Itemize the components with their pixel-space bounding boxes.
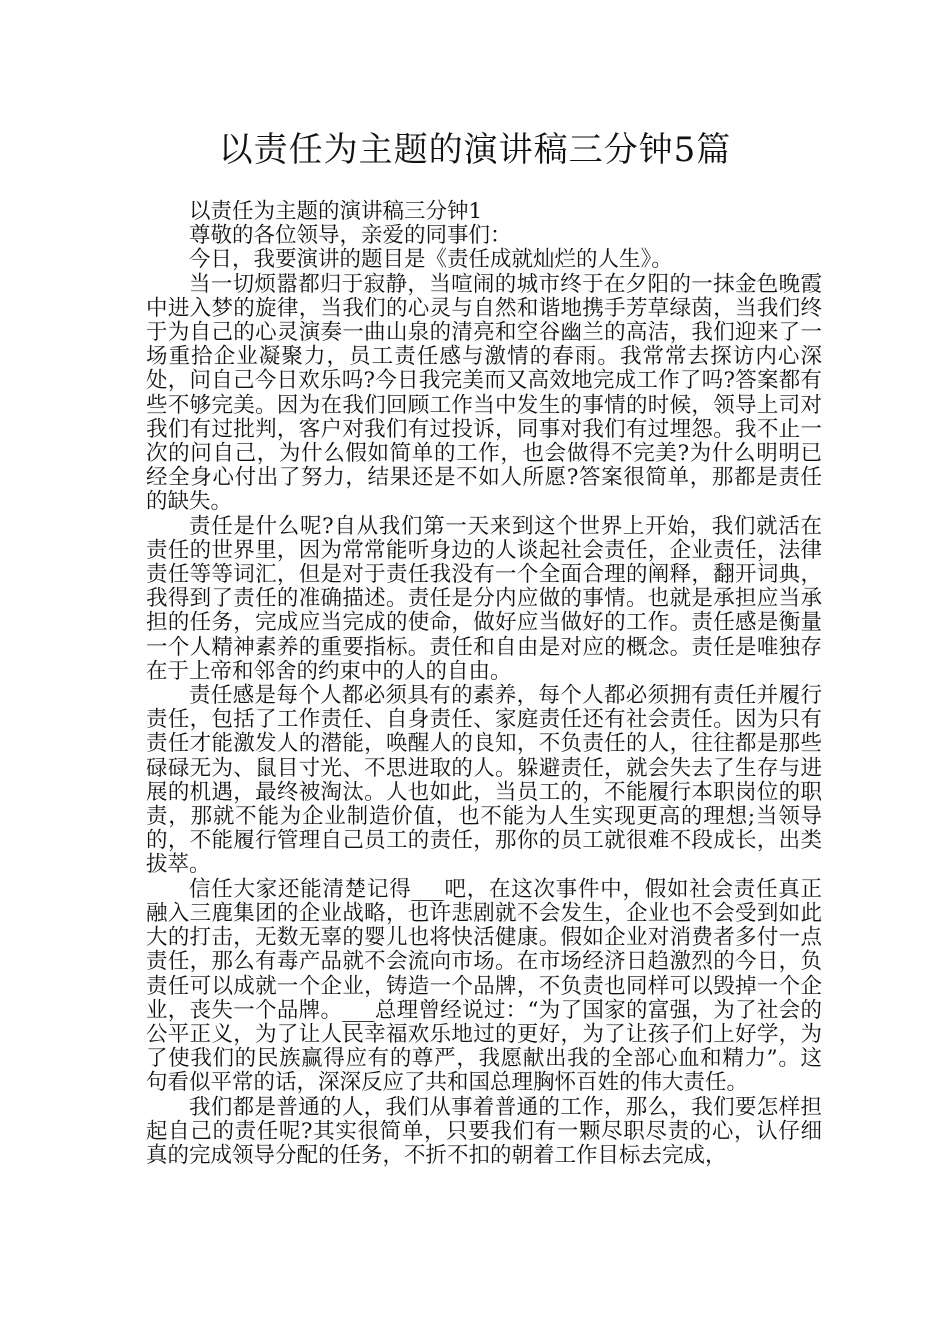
document-title: 以责任为主题的演讲稿三分钟5篇 — [218, 130, 732, 170]
body-paragraph: 当一切烦嚣都归于寂静，当喧闹的城市终于在夕阳的一抹金色晚霞中进入梦的旋律，当我们的心灵与自然和谐地携手芳草绿茵，当我们终于为自己的心灵演奏一曲山泉的清亮和空谷幽兰的高洁，我们迎来了一场重拾企业凝聚力，员工责任感与激情的春雨。我常常去探访内心深处，问自己今日欢乐吗?今日我完美而又高效地完成工作了吗?答案都有些不够完美。因为在我们回顾工作当中发生的事情的时候，领导上司对我们有过批判，客户对我们有过投诉，同事对我们有过埋怨。我不止一次的问自己，为什么假如简单的工作，也会做得不完美?为什么明明已经全身心付出了努力，结果还是不如人所愿?答案很简单，那都是责任的缺失。 — [146, 271, 822, 515]
section-heading: 以责任为主题的演讲稿三分钟1 — [189, 199, 483, 224]
body-paragraph: 我们都是普通的人，我们从事着普通的工作，那么，我们要怎样担起自己的责任呢?其实很简单，只要我们有一颗尽职尽责的心，认仔细真的完成领导分配的任务，不折不扣的朝着工作目标去完成， — [146, 1094, 822, 1168]
body-paragraph: 今日，我要演讲的题目是《责任成就灿烂的人生》。 — [189, 247, 673, 273]
body-paragraph: 责任感是每个人都必须具有的素养，每个人都必须拥有责任并履行责任，包括了工作责任、自身责任、家庭责任还有社会责任。因为只有责任才能激发人的潜能，唤醒人的良知，不负责任的人，往往都是那些碌碌无为、鼠目寸光、不思进取的人。躲避责任，就会失去了生存与进展的机遇，最终被淘汰。人也如此，当员工的，不能履行本职岗位的职责，那就不能为企业制造价值，也不能为人生实现更高的理想;当领导的，不能履行管理自己员工的责任，那你的员工就很难不段成长，出类拔萃。 — [146, 683, 822, 878]
body-paragraph: 责任是什么呢?自从我们第一天来到这个世界上开始，我们就活在责任的世界里，因为常常能听身边的人谈起社会责任，企业责任，法律责任等等词汇，但是对于责任我没有一个全面合理的阐释，翻开词典，我得到了责任的准确描述。责任是分内应做的事情。也就是承担应当承担的任务，完成应当完成的使命，做好应当做好的工作。责任感是衡量一个人精神素养的重要指标。责任和自由是对应的概念。责任是唯独存在于上帝和邻舍的约束中的人的自由。 — [146, 513, 822, 684]
body-paragraph: 信任大家还能清楚记得___吧，在这次事件中，假如社会责任真正融入三鹿集团的企业战略，也许悲剧就不会发生，企业也不会受到如此大的打击，无数无辜的婴儿也将快活健康。假如企业对消费者多付一点责任，那么有毒产品就不会流向市场。在市场经济日趋激烈的今日，负责任可以成就一个企业，铸造一个品牌，不负责也同样可以毁掉一个企业，丧失一个品牌。___总理曾经说过：“为了国家的富强，为了社会的公平正义，为了让人民幸福欢乐地过的更好，为了让孩子们上好学，为了使我们的民族赢得应有的尊严，我愿献出我的全部心血和精力”。这句看似平常的话，深深反应了共和国总理胸怀百姓的伟大责任。 — [146, 876, 822, 1096]
salutation: 尊敬的各位领导，亲爱的同事们： — [189, 223, 512, 249]
document-body — [146, 200, 822, 1168]
